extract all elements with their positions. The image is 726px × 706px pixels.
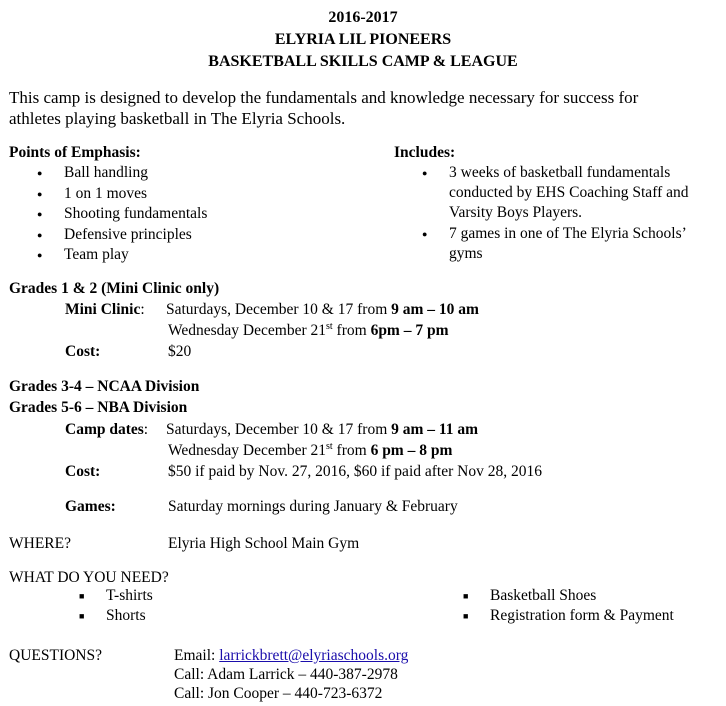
square-bullet-icon: ■ xyxy=(79,591,85,601)
emphasis-heading: Points of Emphasis: xyxy=(9,144,141,161)
need-list-right xyxy=(463,586,674,626)
emphasis-list xyxy=(37,163,207,266)
flyer-year: 2016-2017 xyxy=(328,9,398,26)
nba-division-heading: Grades 5-6 – NBA Division xyxy=(9,399,188,416)
camp-cost-label: Cost: xyxy=(65,463,101,480)
mini-clinic-cost-value: $20 xyxy=(168,343,192,360)
intro-paragraph xyxy=(9,87,638,129)
games-label: Games: xyxy=(65,498,116,515)
mini-clinic-heading: Grades 1 & 2 (Mini Clinic only) xyxy=(9,280,220,297)
need-list-left xyxy=(79,586,153,626)
email-line: Email: larrickbrett@elyriaschools.org xyxy=(174,647,409,664)
need-item: ■ Basketball Shoes xyxy=(463,587,597,604)
where-label: WHERE? xyxy=(9,535,71,552)
flyer-program-title: BASKETBALL SKILLS CAMP & LEAGUE xyxy=(208,53,518,70)
need-item: ■ Registration form & Payment xyxy=(463,607,674,624)
need-item: ■ T-shirts xyxy=(79,587,153,604)
call-line-2: Call: Jon Cooper – 440-723-6372 xyxy=(174,685,383,702)
square-bullet-icon: ■ xyxy=(79,611,85,621)
intro-line-2: athletes playing basketball in The Elyria Schools. xyxy=(9,109,346,128)
square-bullet-icon: ■ xyxy=(463,591,469,601)
emphasis-item: Defensive principles xyxy=(64,225,192,243)
call-line-1: Call: Adam Larrick – 440-387-2978 xyxy=(174,666,398,683)
need-heading: WHAT DO YOU NEED? xyxy=(9,569,169,586)
mini-clinic-cost-label: Cost: xyxy=(65,343,101,360)
mini-clinic-label: Mini Clinic: xyxy=(65,301,145,318)
mini-clinic-saturday: Saturdays, December 10 & 17 from 9 am – 10 am xyxy=(166,301,479,318)
includes-heading: Includes: xyxy=(394,144,456,161)
emphasis-item: 1 on 1 moves xyxy=(64,184,148,202)
need-item: ■ Shorts xyxy=(79,607,146,624)
includes-list xyxy=(422,163,689,264)
emphasis-item: Ball handling xyxy=(64,164,148,181)
flyer-organization: ELYRIA LIL PIONEERS xyxy=(274,31,452,48)
emphasis-item: Shooting fundamentals xyxy=(64,205,208,222)
includes-item: 7 games in one of The Elyria Schools’ gyms xyxy=(449,225,687,262)
where-value: Elyria High School Main Gym xyxy=(168,535,360,552)
camp-dates-label: Camp dates: xyxy=(65,421,149,438)
square-bullet-icon: ■ xyxy=(463,611,469,621)
ncaa-division-heading: Grades 3-4 – NCAA Division xyxy=(9,378,200,395)
mini-clinic-wednesday: Wednesday December 21st from 6pm – 7 pm xyxy=(168,321,449,339)
emphasis-item: Team play xyxy=(64,246,129,263)
camp-cost-value: $50 if paid by Nov. 27, 2016, $60 if paid after Nov 28, 2016 xyxy=(168,463,542,480)
camp-dates-wednesday: Wednesday December 21st from 6 pm – 8 pm xyxy=(168,441,453,459)
games-value: Saturday mornings during January & February xyxy=(168,498,458,515)
questions-label: QUESTIONS? xyxy=(9,647,102,664)
email-link[interactable]: larrickbrett@elyriaschools.org xyxy=(219,647,409,664)
camp-dates-saturday: Saturdays, December 10 & 17 from 9 am – 11 am xyxy=(166,421,479,438)
intro-line-1: This camp is designed to develop the fundamentals and knowledge necessary for success for xyxy=(9,88,639,107)
includes-item: 3 weeks of basketball fundamentals conducted by EHS Coaching Staff and Varsity Boys Players. xyxy=(449,164,689,221)
